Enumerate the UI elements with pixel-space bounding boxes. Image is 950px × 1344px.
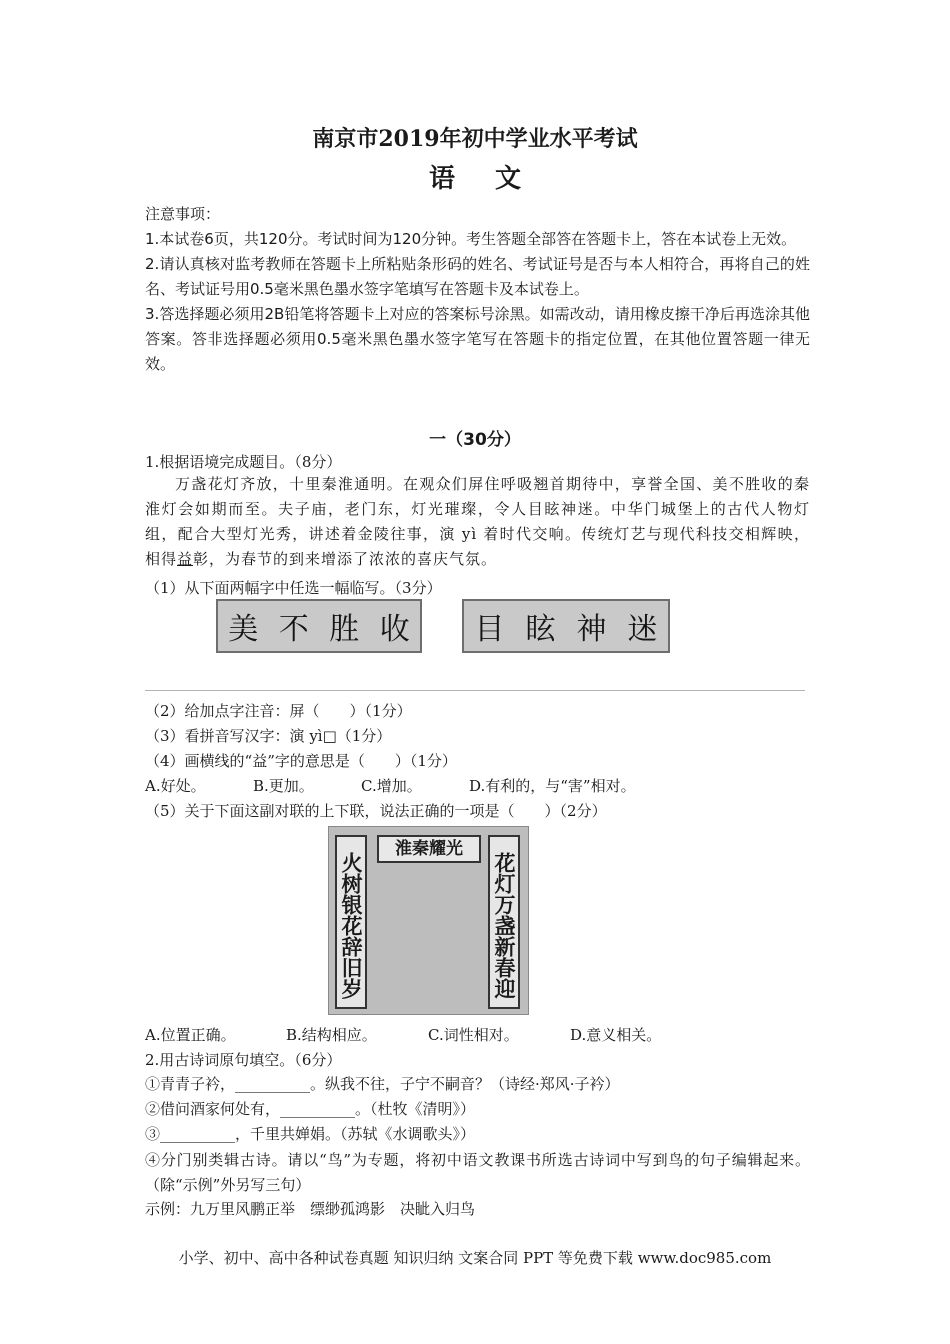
exam-title: 南京市2019年初中学业水平考试: [312, 126, 638, 152]
callig-char: 胜: [329, 612, 360, 647]
passage-text-end: 彰，为春节的到来增添了浓浓的喜庆气氛。: [193, 550, 498, 568]
q1-passage: [145, 472, 810, 572]
q1-stem: 1.根据语境完成题目。（8分）: [145, 453, 342, 471]
divider-line: [145, 690, 805, 691]
note-item: 3.答选择题必须用2B铅笔将答题卡上对应的答案标号涂黑。如需改动，请用橡皮擦干净后再选涂其他答案。答非选择题必须用0.5毫米黑色墨水签字笔写在答题卡的指定位置，在其他位置答题一律无效。: [145, 305, 810, 373]
note-item: 2.请认真核对监考教师在答题卡上所粘贴条形码的姓名、考试证号是否与本人相符合，再将自己的姓名、考试证号用0.5毫米黑色墨水签字笔填写在答题卡及本试卷上。: [145, 255, 810, 298]
subject-title: 语文: [428, 164, 561, 194]
q1-sub5: （5）关于下面这副对联的上下联，说法正确的一项是（ ）（2分）: [145, 802, 607, 820]
callig-char: 美: [228, 612, 259, 647]
page-footer: 小学、初中、高中各种试卷真题 知识归纳 文案合同 PPT 等免费下载 www.doc985.com: [178, 1249, 772, 1267]
option-d: D.有利的，与“害”相对。: [469, 777, 636, 795]
option-b: B.结构相应。: [286, 1026, 377, 1044]
q1-sub4: （4）画横线的“益”字的意思是（ ）（1分）: [145, 752, 457, 770]
callig-char: 不: [278, 612, 309, 647]
option-d: D.意义相关。: [570, 1026, 662, 1044]
option-c: C.词性相对。: [428, 1026, 519, 1044]
couplet-image: [328, 826, 529, 1015]
q2-line: ①青青子衿，__________。纵我不往，子宁不嗣音？（诗经·郑风·子衿）: [145, 1075, 620, 1093]
q2-stem: 2.用古诗词原句填空。（6分）: [145, 1051, 342, 1069]
callig-char: 收: [379, 612, 410, 647]
q1-sub2: （2）给加点字注音：屏（ ）（1分）: [145, 702, 412, 720]
calligraphy-sample-1: [216, 599, 422, 653]
option-b: B.更加。: [253, 777, 314, 795]
exam-notes: [145, 202, 810, 377]
couplet-banner: 淮秦耀光: [377, 835, 481, 863]
q1-sub1: （1）从下面两幅字中任选一幅临写。（3分）: [145, 579, 442, 597]
callig-char: 迷: [627, 612, 658, 647]
callig-char: 神: [576, 612, 607, 647]
section-heading: 一（30分）: [429, 430, 521, 450]
couplet-right-scroll: 花灯万盏新春迎: [488, 835, 520, 1009]
q1-sub3: （3）看拼音写汉字：演 yì□（1分）: [145, 727, 392, 745]
q2-line: ③__________，千里共婵娟。（苏轼《水调歌头》）: [145, 1125, 476, 1143]
passage-text: 万盏花灯齐放，十里秦淮通明。在观众们屏住呼吸翘首期待中，享誉全国、美不胜收的秦淮灯会如期而至。夫子庙，老门东，灯光璀璨，令人目眩神迷。中华门城堡上的古代人物灯组，配合大型灯光秀，讲述着金陵往事，演 yì 着时代交响。传统灯艺与现代科技交相辉映，相得: [145, 475, 810, 568]
couplet-left-scroll: 火树银花辞旧岁: [335, 835, 367, 1009]
q2-line: ④分门别类辑古诗。请以“鸟”为专题，将初中语文教课书所选古诗词中写到鸟的句子编辑起来。（除“示例”外另写三句）: [145, 1151, 810, 1194]
callig-char: 目: [474, 612, 505, 647]
option-c: C.增加。: [361, 777, 422, 795]
option-a: A.位置正确。: [145, 1026, 236, 1044]
faint-background-text: [375, 873, 481, 1009]
underlined-char: 益: [177, 550, 194, 568]
option-a: A.好处。: [145, 777, 206, 795]
calligraphy-sample-2: [462, 599, 670, 653]
note-item: 1.本试卷6页，共120分。考试时间为120分钟。考生答题全部答在答题卡上，答在本试卷上无效。: [145, 230, 797, 248]
q2-example: 示例：九万里风鹏正举 缥缈孤鸿影 决眦入归鸟: [145, 1200, 476, 1218]
notes-heading: 注意事项：: [145, 205, 221, 223]
q2-line: ②借问酒家何处有，__________。（杜牧《清明》）: [145, 1100, 476, 1118]
callig-char: 眩: [525, 612, 556, 647]
